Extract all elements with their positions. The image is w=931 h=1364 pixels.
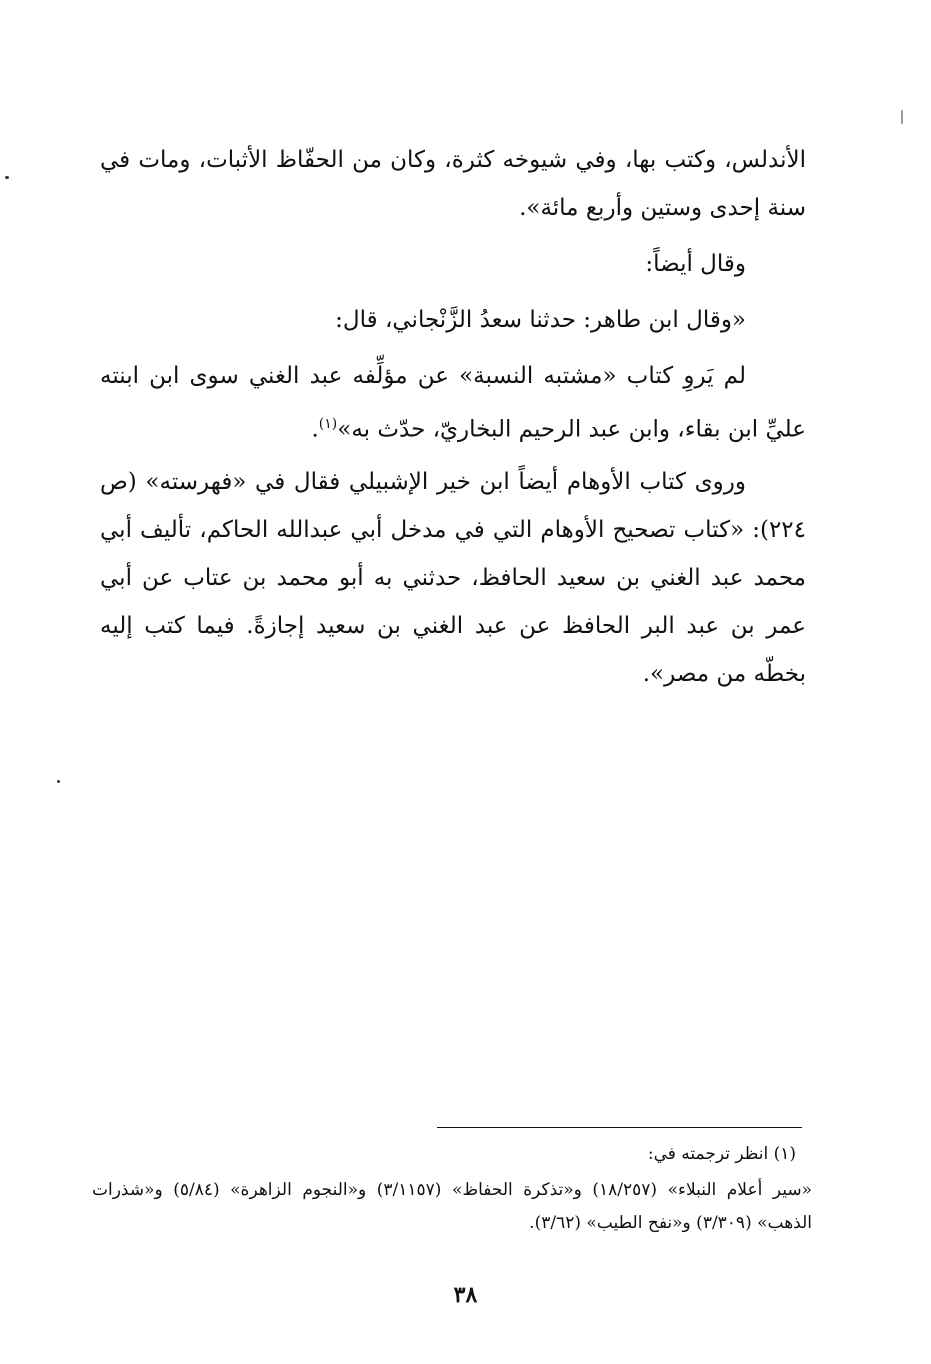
footnote-ref: (١) (318, 416, 338, 432)
paragraph-5-text: وروى كتاب الأوهام أيضاً ابن خير الإشبيلي فقال في «فهرسته» (ص ٢٢٤): «كتاب تصحيح الأوهام التي في مدخل أبي عبدالله الحاكم، تأليف أبي محمد عبد الغني بن سعيد الحافظ، حدثني به أبو محمد بن عتاب عن أبي عمر بن عبد البر الحافظ عن عبد الغني بن سعيد إجازةً. فيما كتب إليه بخطّه من مصر». (100, 469, 806, 687)
scan-speck (57, 780, 60, 783)
paragraph-2 (100, 240, 806, 288)
paragraph-4 (100, 352, 806, 454)
footnote-1-body (92, 1174, 812, 1240)
scan-mark (901, 110, 903, 124)
footnote-1-heading-text: (١) انظر ترجمته في: (647, 1144, 796, 1164)
paragraph-1-text: الأندلس، وكتب بها، وفي شيوخه كثرة، وكان من الحفّاظ الأثبات، ومات في سنة إحدى وستين وأربع مائة». (100, 147, 806, 221)
scan-speck (5, 176, 9, 179)
footnote-1-body-text: «سير أعلام النبلاء» (١٨/٢٥٧) و«تذكرة الحفاظ» (٣/١١٥٧) و«النجوم الزاهرة» (٥/٨٤) و«شذرات الذهب» (٣/٣٠٩) و«نفح الطيب» (٣/٦٢). (92, 1180, 812, 1233)
footnote-1-heading (92, 1138, 812, 1171)
paragraph-3 (100, 296, 806, 344)
page-number: ٣٨ (453, 1282, 478, 1308)
paragraph-1 (100, 136, 806, 232)
paragraph-5 (100, 458, 806, 698)
paragraph-4-tail: . (311, 416, 319, 443)
footnote-separator (437, 1127, 802, 1128)
paragraph-3-text: «وقال ابن طاهر: حدثنا سعدُ الزَّنْجاني، قال: (335, 307, 746, 333)
paragraph-2-text: وقال أيضاً: (645, 251, 746, 277)
paragraph-4-text: لم يَروِ كتاب «مشتبه النسبة» عن مؤلِّفه عبد الغني سوى ابن ابنته عليِّ ابن بقاء، وابن عبد الرحيم البخاريّ، حدّث به» (100, 363, 806, 443)
